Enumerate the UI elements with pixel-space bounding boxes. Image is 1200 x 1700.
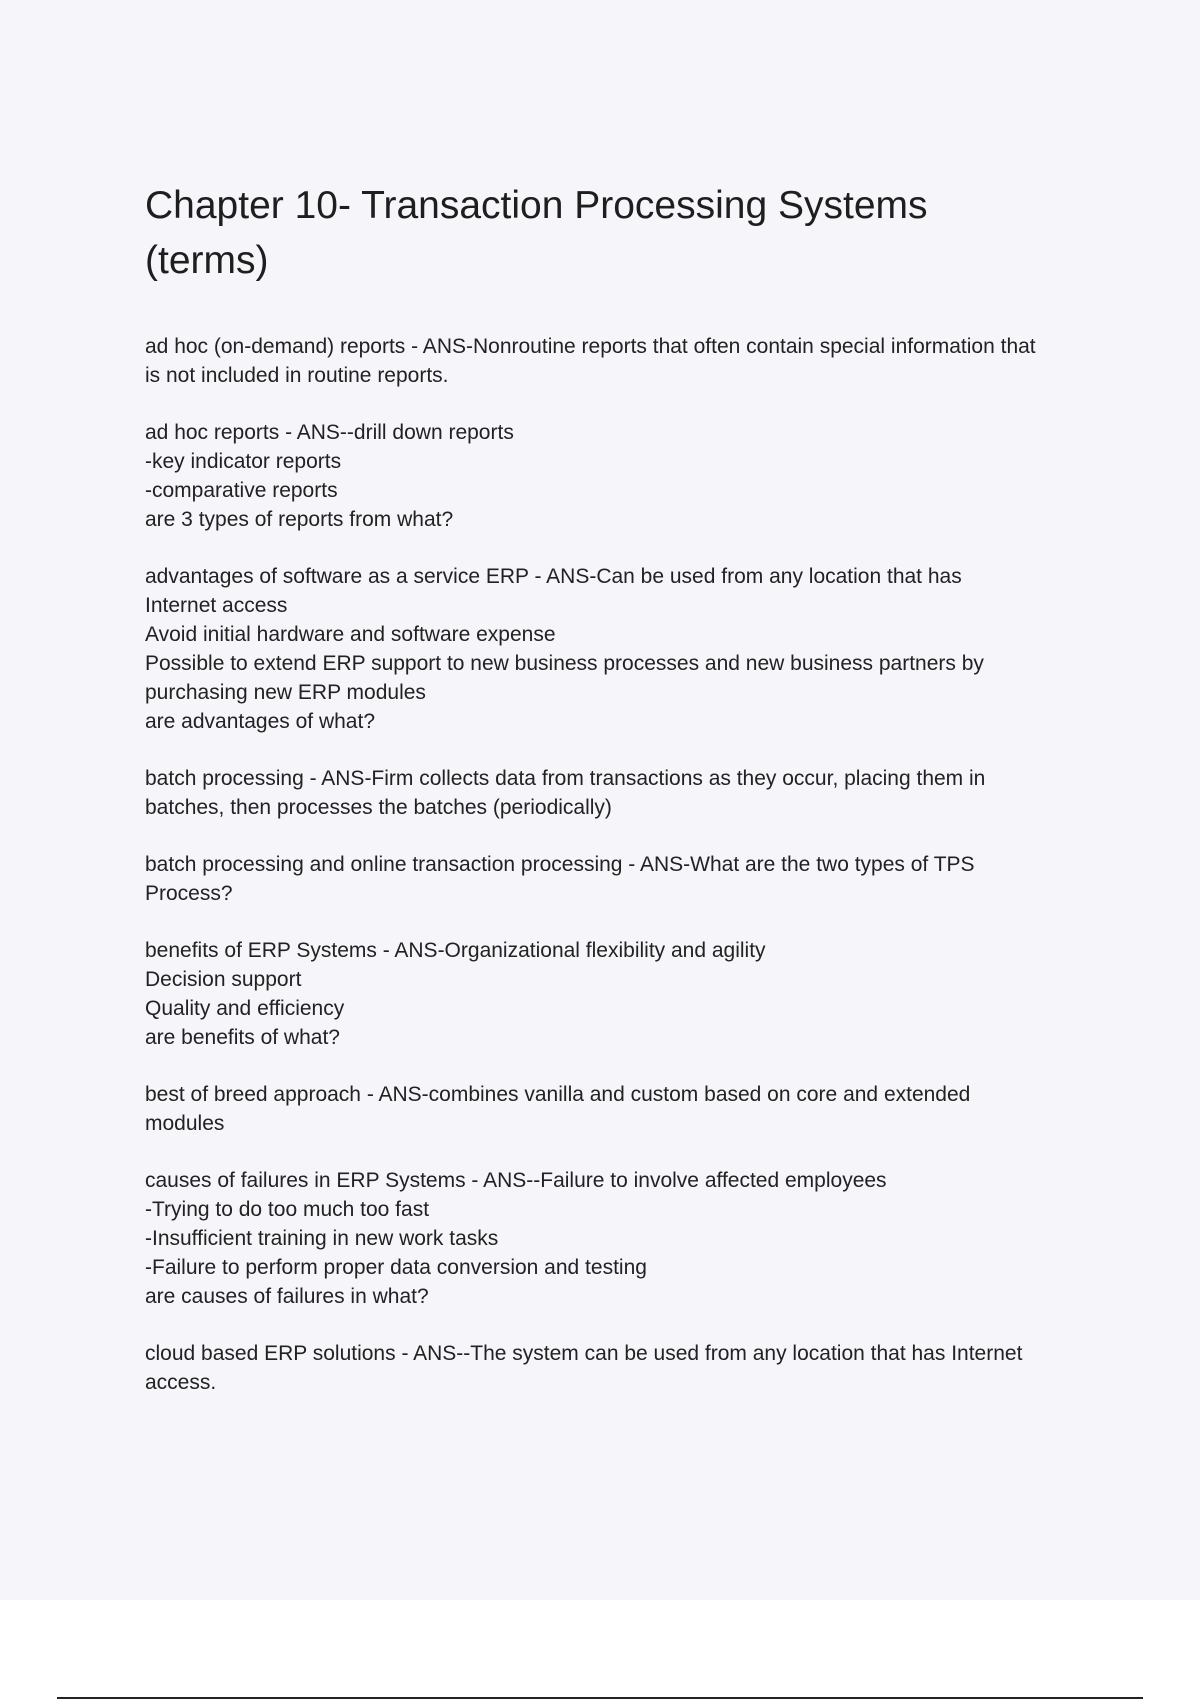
term-definition-line: ad hoc reports - ANS--drill down reports xyxy=(145,421,514,444)
document-content xyxy=(145,178,1095,1425)
term-continuation-line: purchasing new ERP modules xyxy=(145,681,426,704)
term-continuation-line: are advantages of what? xyxy=(145,710,375,733)
term-definition-line: batch processing and online transaction processing - ANS-What are the two types of TPS xyxy=(145,853,975,876)
term-definition-line: advantages of software as a service ERP - ANS-Can be used from any location that has xyxy=(145,565,962,588)
term-continuation-line: -Insufficient training in new work tasks xyxy=(145,1227,499,1250)
term-definition-line: best of breed approach - ANS-combines vanilla and custom based on core and extended xyxy=(145,1083,971,1106)
term-continuation-line: access. xyxy=(145,1371,217,1394)
term-entry xyxy=(145,562,1095,736)
term-definition-line: batch processing - ANS-Firm collects data from transactions as they occur, placing them in xyxy=(145,767,986,790)
term-continuation-line: Possible to extend ERP support to new business processes and new business partners by xyxy=(145,652,984,675)
term-entry xyxy=(145,764,1095,822)
term-entry xyxy=(145,418,1095,534)
term-continuation-line: Decision support xyxy=(145,968,302,991)
footer-divider xyxy=(57,1697,1143,1699)
term-definition-line: cloud based ERP solutions - ANS--The system can be used from any location that has Internet xyxy=(145,1342,1023,1365)
term-continuation-line: -key indicator reports xyxy=(145,450,342,473)
term-continuation-line: -Failure to perform proper data conversion and testing xyxy=(145,1256,647,1279)
page-title-line-1: Chapter 10- Transaction Processing Systems xyxy=(145,184,928,227)
term-continuation-line: is not included in routine reports. xyxy=(145,364,449,387)
term-continuation-line: are benefits of what? xyxy=(145,1026,340,1049)
term-continuation-line: modules xyxy=(145,1112,225,1135)
term-entry xyxy=(145,1080,1095,1138)
term-definition-line: causes of failures in ERP Systems - ANS--Failure to involve affected employees xyxy=(145,1169,887,1192)
page-title-line-2: (terms) xyxy=(145,239,269,282)
term-continuation-line: Avoid initial hardware and software expense xyxy=(145,623,556,646)
page-title xyxy=(145,178,1095,288)
term-continuation-line: Quality and efficiency xyxy=(145,997,345,1020)
term-definition-line: ad hoc (on-demand) reports - ANS-Nonroutine reports that often contain special information that xyxy=(145,335,1036,358)
term-continuation-line: batches, then processes the batches (periodically) xyxy=(145,796,612,819)
term-continuation-line: are 3 types of reports from what? xyxy=(145,508,454,531)
term-definition-line: benefits of ERP Systems - ANS-Organizational flexibility and agility xyxy=(145,939,766,962)
term-continuation-line: -comparative reports xyxy=(145,479,338,502)
term-list xyxy=(145,332,1095,1397)
term-continuation-line: are causes of failures in what? xyxy=(145,1285,429,1308)
term-entry xyxy=(145,332,1095,390)
term-entry xyxy=(145,1166,1095,1311)
term-entry xyxy=(145,850,1095,908)
term-continuation-line: -Trying to do too much too fast xyxy=(145,1198,430,1221)
term-continuation-line: Process? xyxy=(145,882,233,905)
term-entry xyxy=(145,936,1095,1052)
term-continuation-line: Internet access xyxy=(145,594,288,617)
term-entry xyxy=(145,1339,1095,1397)
